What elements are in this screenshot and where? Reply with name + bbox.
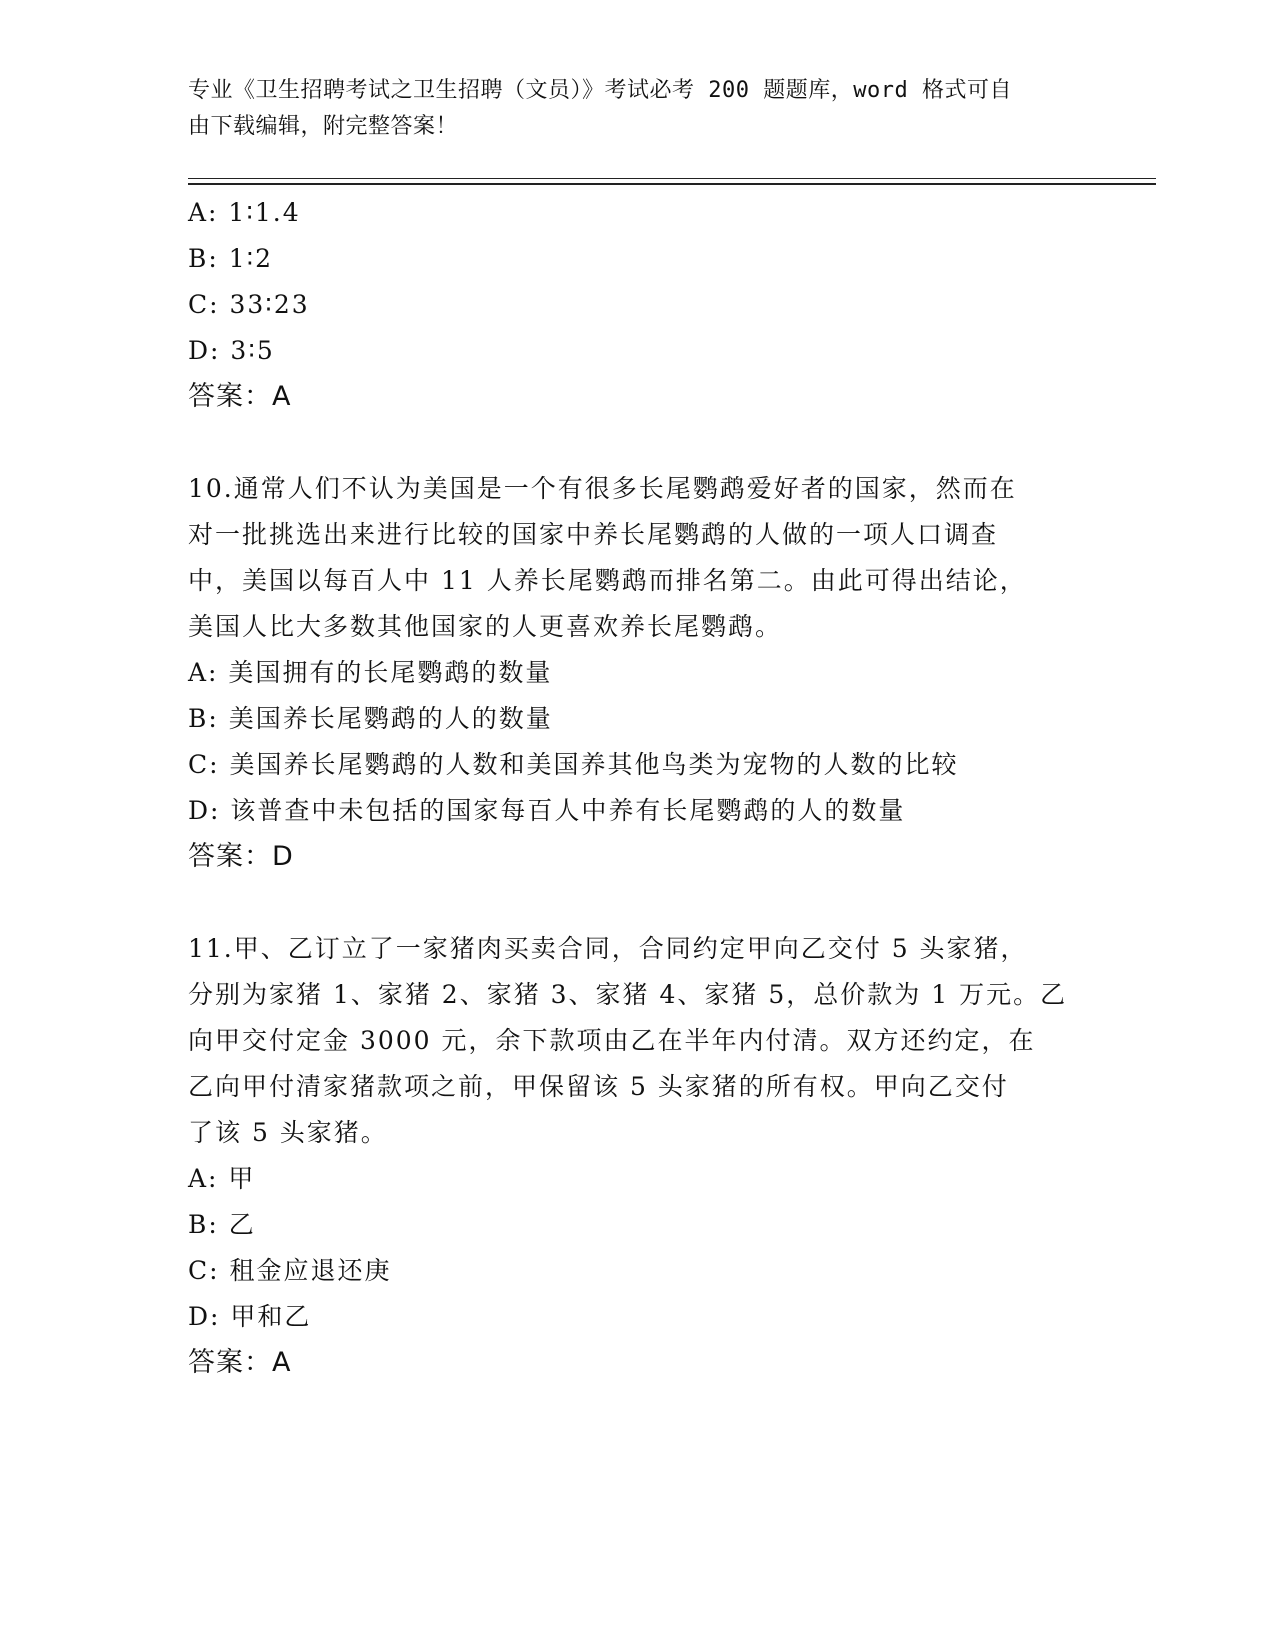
option-d: D: 3∶5 [188,336,275,365]
header-line-1: 专业《卫生招聘考试之卫生招聘（文员）》考试必考 200 题题库，word 格式可自 [188,78,1012,103]
answer: 答案：A [188,1347,292,1378]
option-d: D: 该普查中未包括的国家每百人中养有长尾鹦鹉的人的数量 [188,796,906,825]
header-divider-thin [188,178,1156,179]
document-body [188,190,1088,1386]
question-stem-line: 10.通常人们不认为美国是一个有很多长尾鹦鹉爱好者的国家，然而在 [188,474,1017,503]
question-stem-line: 美国人比大多数其他国家的人更喜欢养长尾鹦鹉。 [188,612,783,641]
option-c: C: 33∶23 [188,290,310,319]
question-stem-line: 对一批挑选出来进行比较的国家中养长尾鹦鹉的人做的一项人口调查 [188,520,999,549]
question-stem-line: 乙向甲付清家猪款项之前，甲保留该 5 头家猪的所有权。甲向乙交付 [188,1072,1009,1101]
option-a: A: 甲 [188,1164,256,1193]
question-10 [188,466,1088,880]
header-line-2: 由下载编辑，附完整答案！ [188,114,459,139]
option-b: B: 美国养长尾鹦鹉的人的数量 [188,704,553,733]
option-d: D: 甲和乙 [188,1302,312,1331]
option-a: A: 美国拥有的长尾鹦鹉的数量 [188,658,553,687]
answer: 答案：A [188,381,292,412]
question-stem-line: 分别为家猪 1、家猪 2、家猪 3、家猪 4、家猪 5，总价款为 1 万元。乙 [188,980,1068,1009]
option-a: A: 1∶1.4 [188,198,301,227]
header-divider-thick [188,183,1156,185]
option-b: B: 乙 [188,1210,256,1239]
answer: 答案：D [188,841,294,872]
spacer [188,420,1088,466]
document-header [188,73,1088,145]
question-9-tail [188,190,1088,420]
option-c: C: 美国养长尾鹦鹉的人数和美国养其他鸟类为宠物的人数的比较 [188,750,959,779]
question-stem-line: 中，美国以每百人中 11 人养长尾鹦鹉而排名第二。由此可得出结论， [188,566,1027,595]
question-stem-line: 了该 5 头家猪。 [188,1118,388,1147]
spacer [188,880,1088,926]
question-stem-line: 11.甲、乙订立了一家猪肉买卖合同，合同约定甲向乙交付 5 头家猪， [188,934,1028,963]
option-c: C: 租金应退还庚 [188,1256,392,1285]
question-stem-line: 向甲交付定金 3000 元，余下款项由乙在半年内付清。双方还约定，在 [188,1026,1036,1055]
question-11 [188,926,1088,1386]
option-b: B: 1∶2 [188,244,274,273]
